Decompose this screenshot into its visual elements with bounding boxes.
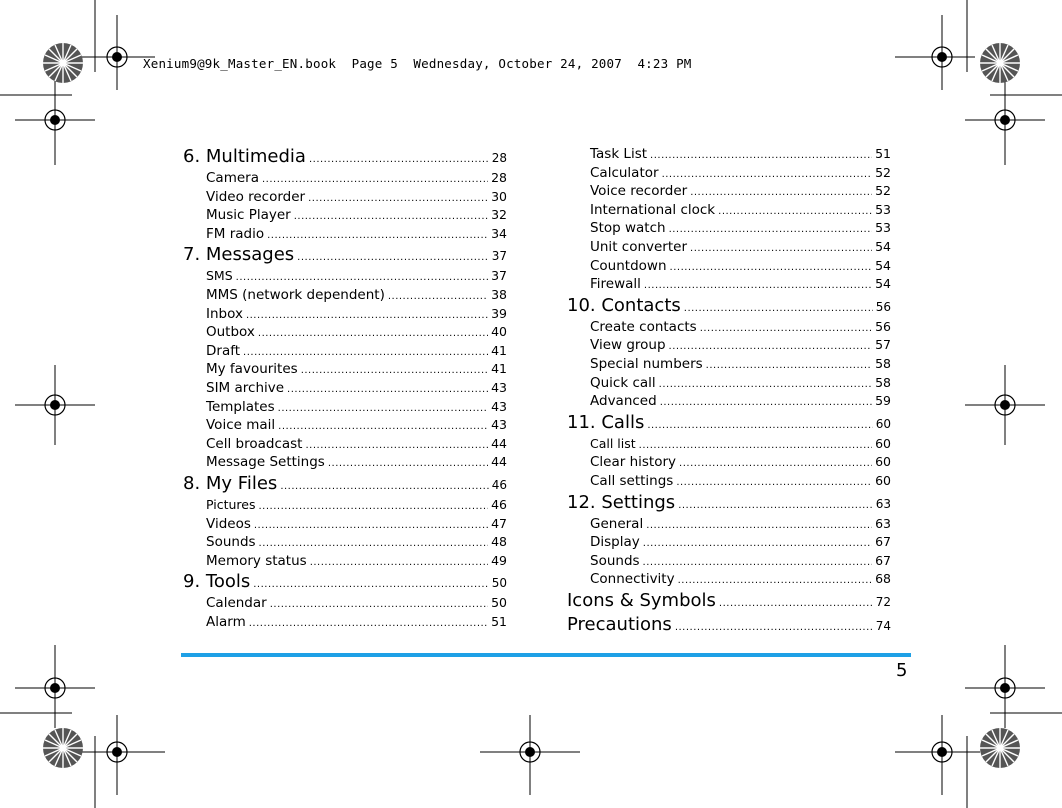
dot-leader — [659, 379, 872, 390]
toc-entry-title: Countdown — [590, 257, 667, 274]
dot-leader — [305, 440, 488, 451]
toc-entry-title: General — [590, 515, 644, 532]
dot-leader — [328, 458, 488, 469]
dot-leader — [262, 174, 488, 185]
toc-entry-title: Draft — [206, 342, 241, 359]
dot-leader — [258, 328, 488, 339]
toc-entry[interactable] — [183, 497, 507, 516]
toc-entry[interactable] — [183, 534, 507, 553]
toc-entry-title: 10. Contacts — [567, 294, 681, 316]
toc-entry-page: 32 — [491, 207, 507, 223]
toc-entry[interactable] — [567, 276, 891, 295]
toc-entry-title: Memory status — [206, 552, 307, 569]
dot-leader — [647, 420, 872, 431]
dot-leader — [236, 272, 488, 283]
toc-entry-title: Clear history — [590, 454, 677, 471]
dot-leader — [676, 477, 872, 488]
page-number: 5 — [896, 660, 908, 681]
toc-entry[interactable] — [567, 319, 891, 338]
toc-entry-page: 38 — [491, 286, 507, 302]
toc-entry-page: 53 — [875, 201, 891, 217]
dot-leader — [700, 323, 872, 334]
dot-leader — [706, 360, 872, 371]
dot-leader — [639, 440, 872, 451]
dot-leader — [280, 481, 488, 492]
dot-leader — [678, 500, 873, 511]
toc-entry-page: 28 — [491, 170, 507, 185]
toc-entry-page: 52 — [875, 164, 891, 180]
toc-entry-title: Videos — [206, 515, 251, 532]
toc-entry-title: Voice recorder — [590, 183, 688, 200]
toc-entry-title: 9. Tools — [183, 571, 251, 593]
toc-entry[interactable] — [567, 454, 891, 473]
toc-entry[interactable] — [567, 258, 891, 277]
toc-entry[interactable] — [567, 337, 891, 356]
toc-entry-title: Sounds — [206, 534, 256, 551]
dot-leader — [679, 458, 872, 469]
toc-entry-page: 51 — [875, 146, 891, 161]
toc-chapter-entry[interactable] — [183, 571, 507, 595]
toc-entry-page: 60 — [875, 454, 891, 470]
toc-entry-title: Outbox — [206, 324, 255, 341]
toc-entry[interactable] — [567, 239, 891, 258]
dot-leader — [267, 230, 488, 241]
toc-chapter-entry[interactable] — [183, 146, 507, 170]
toc-entry-page: 44 — [491, 435, 507, 451]
toc-entry[interactable] — [183, 380, 507, 399]
toc-entry-page: 37 — [491, 249, 507, 264]
toc-entry-title: Special numbers — [590, 355, 703, 372]
toc-entry-page: 57 — [875, 337, 891, 353]
dot-leader — [684, 303, 873, 314]
toc-entry[interactable] — [183, 417, 507, 436]
toc-entry-page: 43 — [491, 398, 507, 414]
toc-entry-page: 53 — [875, 220, 891, 236]
toc-entry-title: SIM archive — [206, 379, 285, 396]
toc-entry[interactable] — [183, 436, 507, 455]
dot-leader — [650, 150, 872, 161]
toc-entry-page: 54 — [875, 257, 891, 273]
toc-entry-page: 51 — [491, 613, 507, 629]
dot-leader — [388, 291, 488, 302]
toc-entry[interactable] — [567, 473, 891, 492]
toc-entry-title: Create contacts — [590, 318, 697, 335]
toc-entry-title: SMS — [206, 268, 233, 284]
toc-entry[interactable] — [567, 165, 891, 184]
toc-entry-title: International clock — [590, 201, 716, 218]
toc-entry[interactable] — [567, 220, 891, 239]
toc-entry-page: 46 — [491, 477, 507, 492]
toc-entry-title: 8. My Files — [183, 472, 278, 494]
toc-entry-page: 34 — [491, 225, 507, 241]
toc-entry[interactable] — [567, 375, 891, 394]
toc-entry-title: Alarm — [206, 613, 246, 630]
toc-entry-page: 58 — [875, 374, 891, 390]
toc-column-left — [183, 146, 507, 632]
dot-leader — [278, 403, 488, 414]
toc-entry-page: 60 — [875, 416, 891, 431]
toc-entry-page: 54 — [875, 276, 891, 292]
dot-leader — [690, 187, 872, 198]
toc-entry-page: 60 — [875, 435, 891, 451]
toc-entry-title: Calendar — [206, 595, 267, 612]
toc-entry-page: 68 — [875, 571, 891, 587]
toc-entry-title: Cell broadcast — [206, 435, 303, 452]
toc-entry-page: 52 — [875, 183, 891, 199]
toc-entry[interactable] — [183, 553, 507, 572]
toc-entry-page: 56 — [875, 299, 891, 314]
toc-entry-page: 59 — [875, 393, 891, 409]
toc-entry-title: 7. Messages — [183, 244, 295, 266]
toc-chapter-entry[interactable] — [567, 492, 891, 516]
toc-entry-title: Call settings — [590, 472, 674, 489]
toc-entry-title: Quick call — [590, 374, 656, 391]
dot-leader — [644, 280, 872, 291]
dot-leader — [675, 622, 873, 633]
toc-entry-page: 37 — [491, 268, 507, 284]
toc-entry[interactable] — [567, 436, 891, 455]
dot-leader — [670, 262, 873, 273]
dot-leader — [246, 310, 488, 321]
toc-entry-title: Camera — [206, 170, 259, 186]
dot-leader — [310, 557, 488, 568]
toc-entry-title: My favourites — [206, 361, 298, 378]
toc-entry[interactable] — [183, 343, 507, 362]
toc-entry-title: Advanced — [590, 393, 657, 410]
dot-leader — [669, 341, 873, 352]
toc-entry-page: 74 — [875, 618, 891, 633]
dot-leader — [643, 538, 872, 549]
toc-entry-page: 50 — [491, 595, 507, 611]
dot-leader — [646, 520, 872, 531]
toc-column-right — [567, 146, 891, 638]
dot-leader — [308, 193, 488, 204]
dot-leader — [669, 224, 873, 235]
toc-entry[interactable] — [183, 170, 507, 189]
toc-entry-page: 41 — [491, 342, 507, 358]
toc-entry-title: Video recorder — [206, 188, 306, 205]
toc-entry-title: Calculator — [590, 164, 659, 181]
toc-chapter-entry[interactable] — [567, 295, 891, 319]
dot-leader — [690, 243, 872, 254]
toc-entry-page: 48 — [491, 534, 507, 550]
dot-leader — [270, 599, 488, 610]
toc-entry[interactable] — [567, 534, 891, 553]
dot-leader — [249, 618, 488, 629]
dot-leader — [259, 501, 489, 512]
toc-entry-title: FM radio — [206, 225, 265, 242]
toc-entry-page: 56 — [875, 318, 891, 334]
toc-entry[interactable] — [183, 516, 507, 535]
toc-chapter-entry[interactable] — [183, 244, 507, 268]
toc-entry-title: Firewall — [590, 276, 641, 293]
dot-leader — [294, 211, 488, 222]
toc-chapter-entry[interactable] — [567, 590, 891, 614]
toc-entry[interactable] — [183, 287, 507, 306]
toc-entry[interactable] — [183, 268, 507, 287]
dot-leader — [662, 169, 873, 180]
toc-entry[interactable] — [567, 146, 891, 165]
toc-entry[interactable] — [183, 189, 507, 208]
toc-entry-page: 44 — [491, 454, 507, 470]
toc-entry-page: 60 — [875, 472, 891, 488]
dot-leader — [259, 538, 489, 549]
toc-entry[interactable] — [567, 356, 891, 375]
toc-entry-title: Message Settings — [206, 454, 325, 471]
toc-entry-title: 6. Multimedia — [183, 146, 306, 167]
dot-leader — [278, 421, 488, 432]
toc-entry[interactable] — [567, 183, 891, 202]
toc-entry-title: Inbox — [206, 305, 243, 322]
toc-entry[interactable] — [183, 595, 507, 614]
toc-entry[interactable] — [567, 393, 891, 412]
toc-entry-page: 40 — [491, 324, 507, 340]
toc-entry-title: Precautions — [567, 613, 672, 635]
dot-leader — [287, 384, 488, 395]
toc-entry-page: 41 — [491, 361, 507, 377]
toc-entry-page: 63 — [875, 515, 891, 531]
toc-entry-title: Pictures — [206, 496, 256, 512]
toc-entry-title: Connectivity — [590, 571, 675, 588]
toc-entry-page: 67 — [875, 534, 891, 550]
toc-entry[interactable] — [183, 361, 507, 380]
toc-entry-page: 30 — [491, 188, 507, 204]
toc-entry-title: Stop watch — [590, 220, 666, 237]
dot-leader — [243, 347, 488, 358]
toc-entry-title: Display — [590, 534, 640, 551]
toc-entry-page: 63 — [875, 496, 891, 511]
dot-leader — [643, 557, 873, 568]
toc-entry[interactable] — [183, 306, 507, 325]
dot-leader — [660, 397, 872, 408]
toc-entry-title: MMS (network dependent) — [206, 286, 385, 303]
dot-leader — [301, 365, 488, 376]
toc-entry[interactable] — [183, 399, 507, 418]
toc-entry[interactable] — [567, 553, 891, 572]
toc-entry[interactable] — [567, 202, 891, 221]
toc-entry[interactable] — [567, 571, 891, 590]
toc-entry-page: 47 — [491, 515, 507, 531]
toc-entry-page: 50 — [491, 576, 507, 591]
dot-leader — [253, 579, 488, 590]
toc-entry[interactable] — [183, 614, 507, 633]
toc-entry[interactable] — [567, 516, 891, 535]
dot-leader — [719, 598, 873, 609]
toc-entry-title: Unit converter — [590, 238, 688, 255]
toc-entry[interactable] — [183, 207, 507, 226]
toc-entry-page: 28 — [491, 151, 507, 165]
dot-leader — [309, 154, 489, 165]
toc-entry-page: 72 — [875, 594, 891, 609]
toc-chapter-entry[interactable] — [567, 614, 891, 638]
toc-entry-title: View group — [590, 337, 666, 354]
toc-entry-page: 67 — [875, 552, 891, 568]
dot-leader — [678, 575, 873, 586]
toc-chapter-entry[interactable] — [183, 473, 507, 497]
toc-entry[interactable] — [183, 226, 507, 245]
toc-entry[interactable] — [183, 454, 507, 473]
print-header: Xenium9@9k_Master_EN.book Page 5 Wednesday, October 24, 2007 4:23 PM — [143, 56, 692, 71]
toc-entry-title: Task List — [590, 146, 648, 162]
toc-entry-page: 43 — [491, 379, 507, 395]
toc-entry-title: Icons & Symbols — [567, 589, 716, 611]
toc-entry-title: Sounds — [590, 552, 640, 569]
dot-leader — [297, 252, 489, 263]
toc-entry-title: Call list — [590, 435, 636, 451]
toc-entry-page: 58 — [875, 355, 891, 371]
toc-entry-page: 39 — [491, 305, 507, 321]
toc-entry-title: 12. Settings — [567, 491, 676, 513]
dot-leader — [254, 520, 488, 531]
toc-entry[interactable] — [183, 324, 507, 343]
toc-entry-page: 43 — [491, 417, 507, 433]
dot-leader — [718, 206, 872, 217]
toc-entry-page: 54 — [875, 238, 891, 254]
footer-rule — [181, 653, 911, 657]
toc-entry-title: Templates — [206, 398, 275, 415]
toc-entry-title: 11. Calls — [567, 411, 645, 433]
toc-chapter-entry[interactable] — [567, 412, 891, 436]
toc-entry-title: Voice mail — [206, 417, 276, 434]
toc-entry-page: 49 — [491, 552, 507, 568]
toc-entry-page: 46 — [491, 496, 507, 512]
toc-entry-title: Music Player — [206, 207, 291, 224]
